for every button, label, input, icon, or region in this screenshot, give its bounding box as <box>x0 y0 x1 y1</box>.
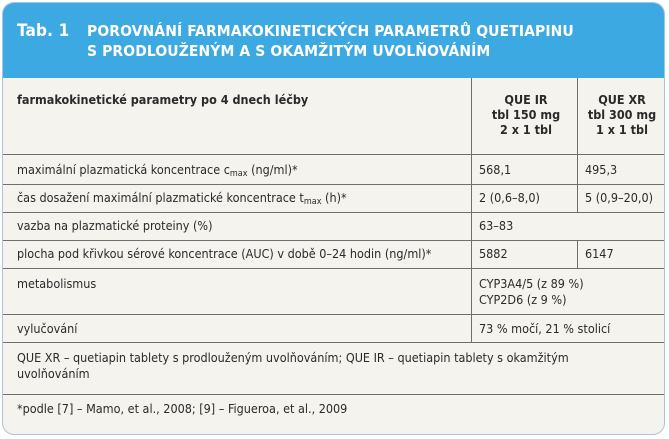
metabolism-line-2: CYP2D6 (z 9 %) <box>479 292 567 307</box>
table-title <box>87 21 574 61</box>
col-divider <box>471 154 472 342</box>
title-line-2: S PRODLOUŽENÝM A S OKAMŽITÝM UVOLŇOVÁNÍM <box>87 42 491 60</box>
metabolism-line-1: CYP3A4/5 (z 89 %) <box>479 276 584 291</box>
row-metabolism-value <box>479 276 584 308</box>
row-cmax-param: maximální plazmatická koncentrace $c_{max}$ (ng/ml)* <box>17 162 298 179</box>
rule <box>3 394 664 395</box>
row-auc-ir: 5882 <box>479 246 508 261</box>
footnote-references: *podle [7] – Mamo, et al., 2008; [9] – Figueroa, et al., 2009 <box>17 401 348 416</box>
row-excretion-value: 73 % močí, 21 % stolicí <box>479 321 611 336</box>
title-line-1: POROVNÁNÍ FARMAKOKINETICKÝCH PARAMETRŮ QUETIAPINU <box>87 22 574 40</box>
row-binding-param: vazba na plazmatické proteiny (%) <box>17 218 213 233</box>
row-tmax-param: čas dosažení maximální plazmatické koncentrace $t_{max}$ (h)* <box>17 190 347 207</box>
que-ir-dose: tbl 150 mg <box>491 107 561 122</box>
que-xr-name: QUE XR <box>598 92 646 107</box>
col-header-que-xr <box>579 92 665 137</box>
rule <box>3 184 664 185</box>
rule <box>3 212 664 213</box>
table-card <box>2 2 665 435</box>
col-header-que-ir <box>473 92 579 137</box>
que-ir-regimen: 2 x 1 tbl <box>500 122 552 137</box>
que-xr-dose: tbl 300 mg <box>587 107 657 122</box>
col-header-param: farmakokinetické parametry po 4 dnech léčby <box>17 92 309 107</box>
row-auc-param: plocha pod křivkou sérové koncentrace (AUC) v době 0–24 hodin (ng/ml)* <box>17 246 432 261</box>
rule <box>3 154 664 155</box>
row-cmax-xr: 495,3 <box>585 162 618 177</box>
rule <box>3 268 664 269</box>
rule <box>3 342 664 343</box>
row-auc-xr: 6147 <box>585 246 614 261</box>
row-tmax-ir: 2 (0,6–8,0) <box>479 190 540 205</box>
row-tmax-xr: 5 (0,9–20,0) <box>585 190 654 205</box>
que-ir-name: QUE IR <box>504 92 548 107</box>
col-divider <box>471 78 472 154</box>
row-metabolism-param: metabolismus <box>17 276 97 291</box>
footnote-abbreviations: QUE XR – quetiapin tablety s prodlouženým uvolňováním; QUE IR – quetiapin tablety s okamžitým uvolňováním <box>17 350 569 381</box>
rule <box>3 240 664 241</box>
rule <box>3 314 664 315</box>
row-binding-value: 63–83 <box>479 218 514 233</box>
col-divider <box>577 154 578 212</box>
col-divider <box>577 78 578 154</box>
row-cmax-ir: 568,1 <box>479 162 512 177</box>
table-header <box>3 3 664 78</box>
row-excretion-param: vylučování <box>17 321 78 336</box>
col-divider <box>577 240 578 268</box>
que-xr-regimen: 1 x 1 tbl <box>596 122 648 137</box>
table-number: Tab. 1 <box>17 21 70 41</box>
